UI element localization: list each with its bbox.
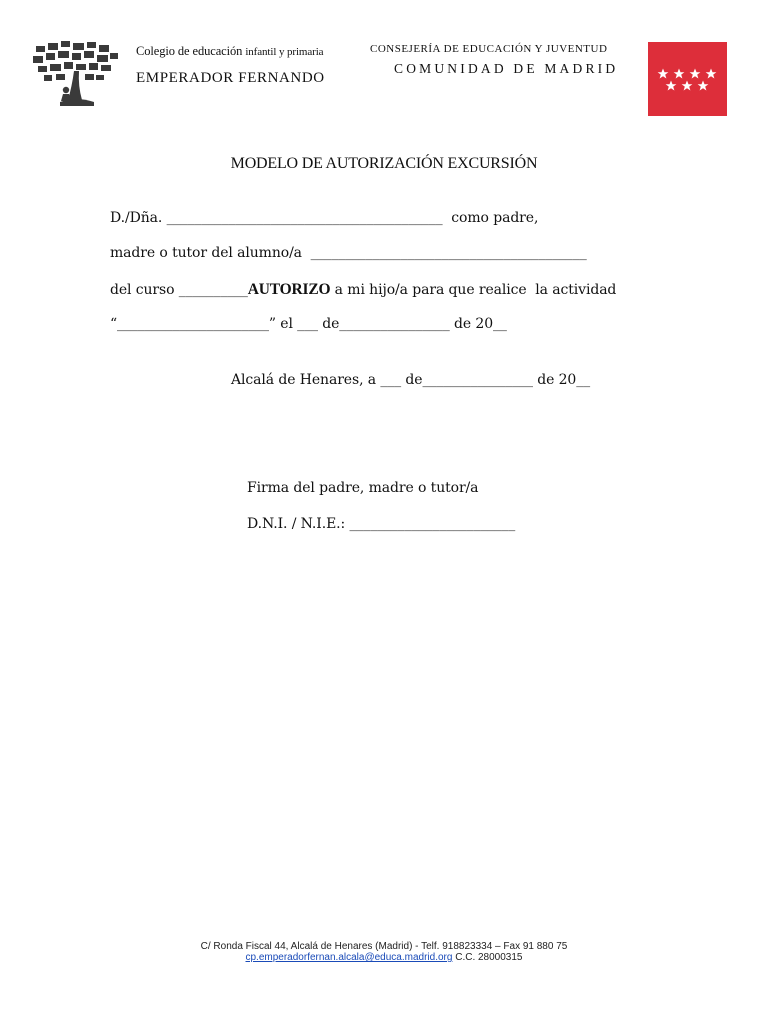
tree-reading-icon	[30, 38, 130, 110]
signature-label: Firma del padre, madre o tutor/a	[247, 480, 479, 496]
school-type	[136, 44, 323, 59]
comunidad-label: COMUNIDAD DE MADRID	[394, 61, 619, 76]
footer-contact	[0, 952, 768, 963]
school-suffix: infantil y primaria	[245, 46, 324, 58]
footer-cc: C.C. 28000315	[452, 952, 523, 963]
student-name-line: madre o tutor del alumno/a ________________________________________	[110, 245, 587, 261]
footer-address: C/ Ronda Fiscal 44, Alcalá de Henares (Madrid) - Telf. 918823334 – Fax 91 880 75	[200, 941, 568, 952]
activity-date-line: “______________________” el ___ de________________ de 20__	[110, 316, 507, 332]
place-date-line: Alcalá de Henares, a ___ de________________ de 20__	[231, 372, 591, 388]
school-name: EMPERADOR FERNANDO	[136, 70, 325, 86]
authorize-label: AUTORIZO	[247, 281, 331, 298]
course-label: del curso __________	[110, 282, 248, 298]
dni-line: D.N.I. / N.I.E.: ________________________	[247, 516, 516, 532]
course-authorization-line	[110, 281, 616, 299]
consejeria-label: CONSEJERÍA DE EDUCACIÓN Y JUVENTUD	[370, 43, 608, 55]
school-prefix: Colegio de educación	[136, 44, 246, 58]
page-title: MODELO DE AUTORIZACIÓN EXCURSIÓN	[230, 155, 538, 172]
activity-label: a mi hijo/a para que realice la actividad	[330, 282, 617, 298]
parent-name-line: D./Dña. ________________________________________ como padre,	[110, 210, 539, 226]
footer-email-link[interactable]: cp.emperadorfernan.alcala@educa.madrid.org	[245, 952, 453, 963]
madrid-flag-stars-icon	[648, 42, 727, 116]
